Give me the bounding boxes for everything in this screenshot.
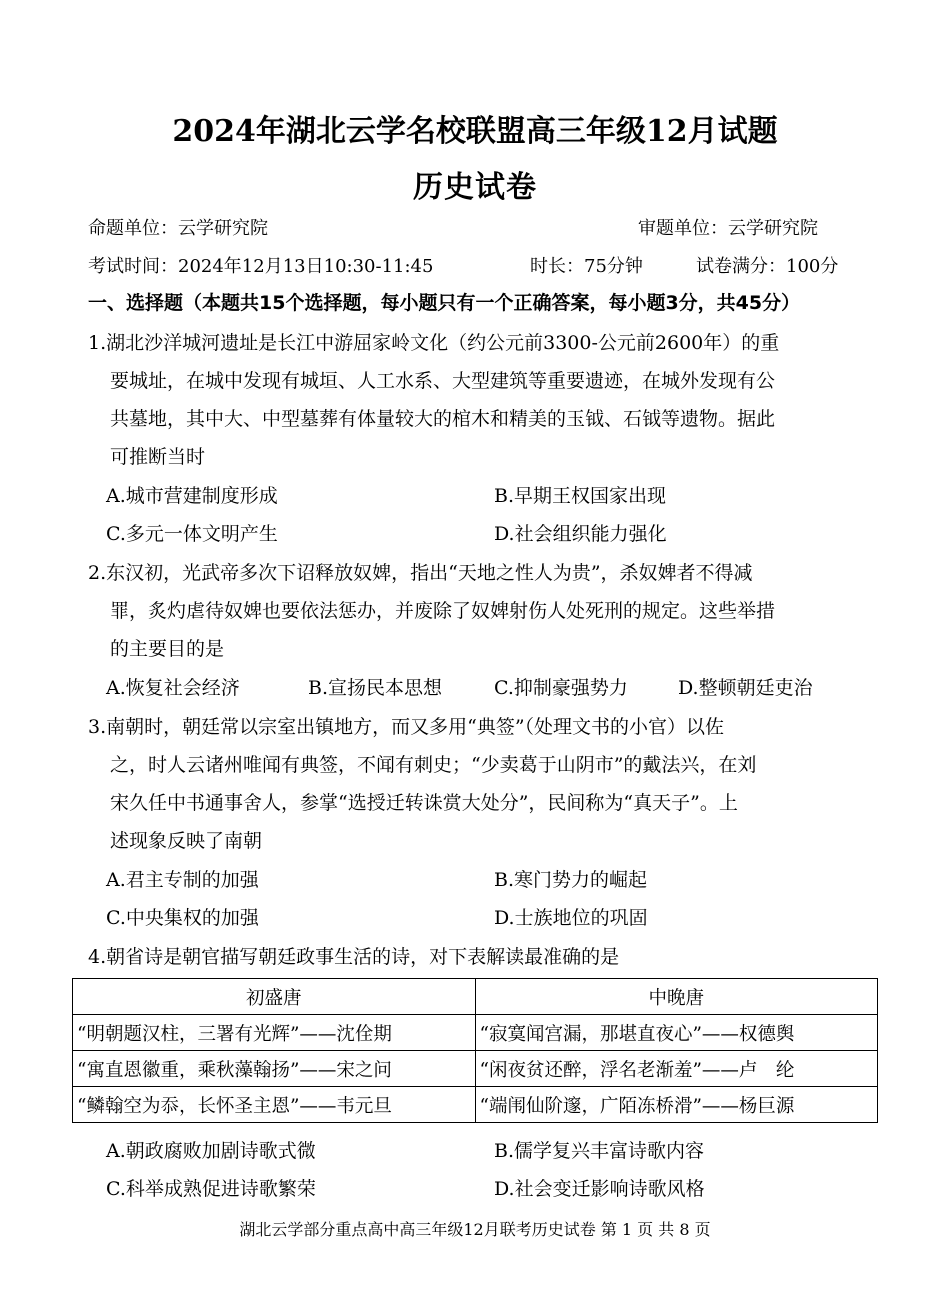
table-header-row xyxy=(73,979,878,1015)
question-1-option-c[interactable]: C.多元一体文明产生 xyxy=(106,523,278,545)
question-4-line-1: 4.朝省诗是朝官描写朝廷政事生活的诗，对下表解读最准确的是 xyxy=(88,946,620,968)
exam-subtitle: 历史试卷 xyxy=(413,170,537,205)
table-header-late-tang: 中晚唐 xyxy=(475,979,878,1015)
table-cell: “端闱仙阶邃，广陌冻桥滑”——杨巨源 xyxy=(475,1087,878,1123)
question-1-line-3: 共墓地，其中大、中型墓葬有体量较大的棺木和精美的玉钺、石钺等遗物。据此 xyxy=(110,408,776,430)
question-2-option-b[interactable]: B.宣扬民本思想 xyxy=(308,677,443,699)
question-3-option-c[interactable]: C.中央集权的加强 xyxy=(106,907,259,929)
section-heading: 一、选择题（本题共15个选择题，每小题只有一个正确答案，每小题3分，共45分） xyxy=(88,292,801,314)
reviewer-label: 审题单位：云学研究院 xyxy=(638,218,818,239)
table-cell: “寓直恩徽重，乘秋藻翰扬”——宋之问 xyxy=(73,1051,476,1087)
table-row xyxy=(73,1051,878,1087)
table-header-early-tang: 初盛唐 xyxy=(73,979,476,1015)
question-4-option-a[interactable]: A.朝政腐败加剧诗歌式微 xyxy=(106,1140,316,1162)
table-cell: “闲夜贫还醉，浮名老渐羞”——卢 纶 xyxy=(475,1051,878,1087)
question-3-line-1: 3.南朝时，朝廷常以宗室出镇地方，而又多用“典签”（处理文书的小官）以佐 xyxy=(88,716,725,738)
question-1-option-a[interactable]: A.城市营建制度形成 xyxy=(106,485,278,507)
table-row xyxy=(73,1087,878,1123)
exam-title: 2024年湖北云学名校联盟高三年级12月试题 xyxy=(172,114,778,149)
full-score: 试卷满分：100分 xyxy=(696,256,839,277)
question-1-option-b[interactable]: B.早期王权国家出现 xyxy=(494,485,667,507)
question-3-line-3: 宋久任中书通事舍人，参掌“选授迁转诛赏大处分”，民间称为“真天子”。上 xyxy=(110,792,738,814)
question-2-option-d[interactable]: D.整顿朝廷吏治 xyxy=(678,677,813,699)
question-2-option-a[interactable]: A.恢复社会经济 xyxy=(106,677,240,699)
question-2-line-2: 罪，炙灼虐待奴婢也要依法惩办，并废除了奴婢射伤人处死刑的规定。这些举措 xyxy=(110,600,776,622)
exam-duration: 时长：75分钟 xyxy=(530,256,643,277)
question-2-line-3: 的主要目的是 xyxy=(110,638,225,660)
table-cell: “明朝题汉柱，三署有光辉”——沈佺期 xyxy=(73,1015,476,1051)
question-4-option-b[interactable]: B.儒学复兴丰富诗歌内容 xyxy=(494,1140,705,1162)
question-3-option-d[interactable]: D.士族地位的巩固 xyxy=(494,907,648,929)
exam-time: 考试时间：2024年12月13日10:30-11:45 xyxy=(88,256,434,277)
question-3-option-b[interactable]: B.寒门势力的崛起 xyxy=(494,869,648,891)
table-row xyxy=(73,1015,878,1051)
poem-table xyxy=(72,978,878,1123)
page-footer: 湖北云学部分重点高中高三年级12月联考历史试卷 第 1 页 共 8 页 xyxy=(239,1220,711,1239)
question-1-line-1: 1.湖北沙洋城河遗址是长江中游屈家岭文化（约公元前3300-公元前2600年）的重 xyxy=(88,332,780,354)
issuer-label: 命题单位：云学研究院 xyxy=(88,218,268,239)
question-3-option-a[interactable]: A.君主专制的加强 xyxy=(106,869,259,891)
question-4-option-c[interactable]: C.科举成熟促进诗歌繁荣 xyxy=(106,1178,316,1200)
question-1-line-4: 可推断当时 xyxy=(110,446,206,468)
table-cell: “鳞翰空为忝，长怀圣主恩”——韦元旦 xyxy=(73,1087,476,1123)
question-3-line-4: 述现象反映了南朝 xyxy=(110,830,263,852)
question-2-option-c[interactable]: C.抑制豪强势力 xyxy=(494,677,628,699)
question-1-option-d[interactable]: D.社会组织能力强化 xyxy=(494,523,667,545)
table-cell: “寂寞闻宫漏，那堪直夜心”——权德舆 xyxy=(475,1015,878,1051)
question-2-line-1: 2.东汉初，光武帝多次下诏释放奴婢，指出“天地之性人为贵”，杀奴婢者不得减 xyxy=(88,562,753,584)
question-4-option-d[interactable]: D.社会变迁影响诗歌风格 xyxy=(494,1178,705,1200)
question-3-line-2: 之，时人云诸州唯闻有典签，不闻有刺史；“少卖葛于山阴市”的戴法兴，在刘 xyxy=(110,754,757,776)
question-1-line-2: 要城址，在城中发现有城垣、人工水系、大型建筑等重要遗迹，在城外发现有公 xyxy=(110,370,776,392)
